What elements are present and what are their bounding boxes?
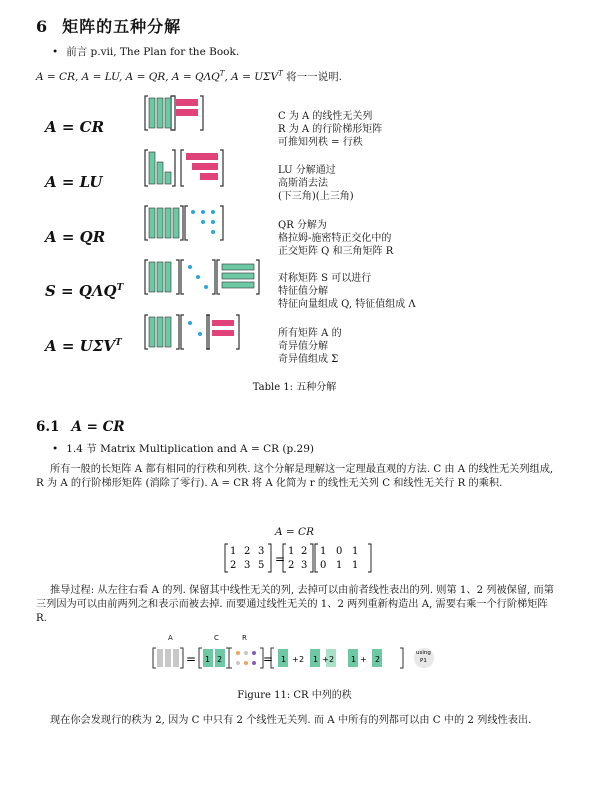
fig-plus-2: + (322, 655, 329, 664)
fig-term-5: 1 (351, 655, 357, 664)
r13: 1 (352, 546, 359, 557)
desc-qlq (278, 272, 416, 311)
paragraph-intro: 所有一般的长矩阵 A 都有相同的行秩和列秩. 这个分解是理解这一定理最直观的方法. C 由 A 的线性无关列组成, R 为 A 的行阶梯形矩阵 (消除了零行). A = CR 将 A 化简为 r 的线性无关列 C 和线性无关行 R 的乘积. (36, 464, 554, 489)
bullet-section-ref: • 1.4 节 Matrix Multiplication and A = CR (p.29) (52, 441, 314, 456)
desc-usv (278, 327, 342, 366)
fig-using: using (416, 650, 431, 656)
overview-tail: 将一一说明. (282, 71, 342, 83)
desc-line: C 为 A 的线性无关列 (278, 111, 373, 122)
r22: 1 (336, 560, 343, 571)
fig-label-r: R (242, 634, 247, 642)
eq-lu: A = LU (45, 173, 103, 191)
desc-line: 特征值分解 (278, 286, 328, 297)
subsection-heading (36, 419, 125, 435)
fig-term-2: 2 (299, 655, 305, 664)
desc-line: 可推知列秩 = 行秩 (278, 137, 363, 148)
fig-equals-1: = (186, 652, 197, 666)
fig-equals-2: = (263, 652, 274, 666)
desc-line: 特征向量组成 Q, 特征值组成 Λ (278, 299, 416, 310)
fig-term-4: 2 (329, 655, 335, 664)
subsection-number: 6.1 (36, 419, 60, 435)
fig-c1: 1 (205, 655, 211, 664)
a12: 2 (244, 546, 251, 557)
overview-equations (36, 69, 342, 84)
desc-line: 所有矩阵 A 的 (278, 328, 342, 339)
paragraph-derivation: 推导过程: 从左往右看 A 的列. 保留其中线性无关的列, 去掉可以由前者线性表出的列. 则第 1、2 列被保留, 而第三列因为可以由前两列之和表示而被去掉. 而要通过线性无关的 1、2 两列重新构造出 A, 需要右乘一个行阶梯矩阵 R. (36, 585, 554, 624)
a23: 5 (258, 560, 265, 571)
desc-line: 奇异值组成 Σ (278, 354, 339, 365)
fig-plus-3: + (360, 655, 367, 664)
c12: 2 (301, 546, 308, 557)
c22: 3 (301, 560, 308, 571)
matrix-brackets (224, 542, 374, 576)
desc-lu (278, 164, 354, 203)
eq-usv-text: A = UΣV (45, 337, 115, 355)
paragraph-rank: 现在你会发现行的秩为 2, 因为 C 中只有 2 个线性无关列. 而 A 中所有的列都可以由 C 中的 2 列线性表出. (50, 715, 532, 726)
bullet-preface: • 前言 p.vii, The Plan for the Book. (52, 44, 239, 59)
fig-term-1: 1 (281, 655, 287, 664)
fig-label-a: A (168, 634, 173, 642)
overview-sup: T (219, 69, 225, 78)
desc-cr (278, 110, 382, 149)
fig-term-3: 1 (313, 655, 319, 664)
figure-cr-columns (150, 644, 440, 674)
matrix-equation (224, 542, 374, 580)
desc-line: QR 分解为 (278, 220, 327, 231)
c11: 1 (288, 546, 295, 557)
desc-line: 正交矩阵 Q 和三角矩阵 R (278, 246, 394, 257)
fig-p1: P1 (420, 658, 427, 664)
eq-qlq (45, 282, 123, 300)
section-number: 6 (36, 17, 49, 36)
a11: 1 (230, 546, 237, 557)
eq-qlq-text: S = QΛQ (45, 282, 117, 300)
fig-label-c: C (214, 634, 219, 642)
r11: 1 (320, 546, 327, 557)
desc-line: 格拉姆-施密特正交化中的 (278, 233, 392, 244)
fig-term-6: 2 (375, 655, 381, 664)
a21: 2 (230, 560, 237, 571)
eq-usv-sup: T (114, 338, 122, 348)
section-heading (36, 14, 181, 37)
desc-line: 对称矩阵 S 可以进行 (278, 273, 372, 284)
figure-caption: Figure 11: CR 中列的秩 (237, 690, 352, 701)
section-title: 矩阵的五种分解 (62, 17, 182, 36)
overview-sup2: T (278, 69, 283, 78)
desc-qr (278, 219, 393, 258)
eq-qlq-sup: T (116, 283, 124, 293)
r23: 1 (352, 560, 359, 571)
fig-plus-1: + (292, 655, 299, 664)
eq-usv (45, 337, 122, 355)
desc-line: 奇异值分解 (278, 341, 328, 352)
eq-cr: A = CR (45, 118, 105, 136)
desc-line: LU 分解通过 (278, 165, 336, 176)
overview-eq-b: , A = UΣV (224, 71, 279, 83)
subsection-title: A = CR (71, 419, 125, 435)
overview-eq-a: A = CR, A = LU, A = QR, A = QΛQ (36, 71, 220, 83)
table-caption: Table 1: 五种分解 (252, 382, 337, 393)
desc-line: (下三角)(上三角) (278, 191, 354, 202)
c21: 2 (288, 560, 295, 571)
eq-qr: A = QR (45, 228, 106, 246)
fig-c2: 2 (217, 655, 223, 664)
r21: 0 (320, 560, 327, 571)
a22: 3 (244, 560, 251, 571)
a13: 3 (258, 546, 265, 557)
matrix-eq-label: A = CR (275, 526, 314, 538)
desc-line: 高斯消去法 (278, 178, 328, 189)
r12: 0 (336, 546, 343, 557)
decomposition-illustrations (140, 90, 270, 380)
desc-line: R 为 A 的行阶梯形矩阵 (278, 124, 383, 135)
equals-sign: = (275, 552, 286, 566)
